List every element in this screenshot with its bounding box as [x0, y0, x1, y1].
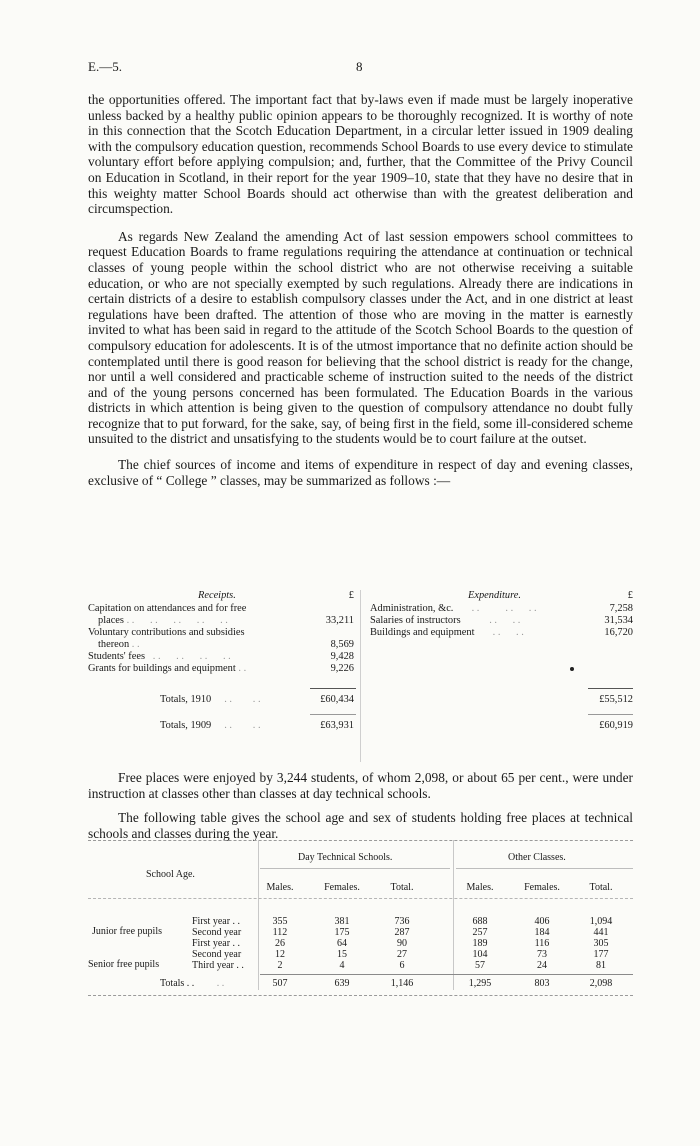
expenditure-heading: Expenditure.	[468, 590, 521, 601]
expenditure-currency: £	[627, 590, 633, 601]
table-cell: 4	[339, 960, 345, 971]
paragraph-2: As regards New Zealand the amending Act of last session empowers school committees to request Education Boards to frame regulations requiring the attendance at continuation or technical classes of young people within the school district who are not otherwise receiving a suitable education, or who are not specially exempted by such regulations. Already there are indications in certain districts of a desire to establish compulsory classes under the Act, and in one district at least regulations have been drafted. The attention of those who are moving in the matter is earnestly invited to what has been said in regard to the attitude of the Scotch School Boards to the question of compulsory education for adolescents. It is of the utmost importance that no definite action should be contemplated until there is good reason for believing that the school district is ready for the change, nor until a well considered and practicable scheme of instruction suited to the needs of the district and of the young persons concerned has been formulated. The Education Boards in the various districts in which attention is being given to the question of compulsory attendance no doubt fully recognize that to put forward, for the sake, say, of being first in the field, some ill-considered scheme unsuited to the district and unsatisfying to the students would be to court failure at the outset.	[88, 228, 633, 447]
totals-cell: 1,146	[390, 978, 414, 989]
report-reference: E.—5.	[88, 59, 122, 74]
column-divider	[453, 840, 454, 990]
table-cell: 104	[472, 949, 488, 960]
receipt-label: Voluntary contributions and subsidies	[88, 627, 245, 638]
senior-label: Senior free pupils	[88, 959, 160, 970]
header-rule	[88, 898, 633, 899]
expenditure-value: 7,258	[609, 603, 633, 614]
table-cell: 355	[272, 916, 288, 927]
totals-label: Totals . . . .	[160, 978, 225, 989]
table-cell: 381	[334, 916, 350, 927]
table-cell: 184	[534, 927, 550, 938]
totals-1909-label: Totals, 1909 . . . .	[160, 720, 261, 731]
paragraph-4: Free places were enjoyed by 3,244 students, of whom 2,098, or about 65 per cent., were under instruction at classes other than classes at day technical schools.	[88, 770, 633, 801]
expenditure-label: Salaries of instructors . . . .	[370, 615, 521, 626]
totals-rule	[260, 974, 633, 975]
table-cell: 736	[394, 916, 410, 927]
table-cell: 112	[272, 927, 288, 938]
row-year: First year . .	[192, 938, 241, 949]
group-heading-day-technical: Day Technical Schools.	[298, 852, 393, 863]
body-text-2	[88, 770, 633, 841]
table-cell: 15	[337, 949, 347, 960]
receipt-label-cont: thereon . .	[98, 639, 140, 650]
group-heading-other-classes: Other Classes.	[508, 852, 566, 863]
col-header: Males.	[466, 882, 494, 893]
table-cell: 688	[472, 916, 488, 927]
table-cell: 406	[534, 916, 550, 927]
expenditure-label: Buildings and equipment . . . .	[370, 627, 524, 638]
receipts-currency: £	[348, 590, 354, 601]
totals-cell: 507	[272, 978, 288, 989]
totals-1909-receipts: £63,931	[320, 720, 354, 731]
receipt-label: Grants for buildings and equipment . .	[88, 663, 247, 674]
table-bottom-rule	[88, 995, 633, 996]
expenditure-label: Administration, &c. . . . . . .	[370, 603, 537, 614]
totals-1910-receipts: £60,434	[320, 694, 354, 705]
totals-cell: 803	[534, 978, 550, 989]
totals-cell: 639	[334, 978, 350, 989]
table-cell: 441	[593, 927, 609, 938]
row-year: First year . .	[192, 916, 241, 927]
col-header: Total.	[390, 882, 414, 893]
column-divider	[258, 840, 259, 990]
receipt-label: Students' fees . . . . . . . .	[88, 651, 231, 662]
table-cell: 177	[593, 949, 609, 960]
table-cell: 57	[475, 960, 485, 971]
totals-1909-expenditure: £60,919	[599, 720, 633, 731]
col-header: Total.	[589, 882, 613, 893]
table-cell: 116	[534, 938, 550, 949]
table-cell: 73	[537, 949, 547, 960]
column-divider	[360, 590, 361, 762]
junior-label: Junior free pupils	[92, 926, 162, 937]
table-cell: 26	[275, 938, 285, 949]
receipt-label: Capitation on attendances and for free	[88, 603, 247, 614]
expenditure-value: 16,720	[604, 627, 633, 638]
table-cell: 175	[334, 927, 350, 938]
school-age-heading: School Age.	[146, 869, 195, 880]
totals-cell: 2,098	[589, 978, 613, 989]
group-rule	[260, 868, 450, 869]
table-cell: 287	[394, 927, 410, 938]
total-rule	[588, 714, 633, 715]
receipt-value: 9,226	[330, 663, 354, 674]
table-cell: 24	[537, 960, 547, 971]
ink-speck	[570, 667, 574, 671]
free-places-table	[88, 840, 633, 1010]
receipt-value: 33,211	[325, 615, 354, 626]
table-top-rule	[88, 840, 633, 841]
total-rule	[310, 714, 356, 715]
group-rule	[456, 868, 633, 869]
paragraph-3: The chief sources of income and items of expenditure in respect of day and evening classes, exclusive of “ College ” classes, may be summarized as follows :—	[88, 457, 633, 488]
table-cell: 27	[397, 949, 407, 960]
receipt-value: 8,569	[330, 639, 354, 650]
table-cell: 12	[275, 949, 285, 960]
income-expenditure-table	[88, 590, 633, 765]
table-cell: 6	[399, 960, 405, 971]
paragraph-1: the opportunities offered. The important fact that by-laws even if made must be largely inoperative unless backed by a healthy public opinion appears to be thoroughly recognized. It is worthy of note in this connection that the Scotch Education Department, in a circular letter issued in 1909 dealing with the compulsory education question, recommends School Boards to use every device to stimulate voluntary effort before applying compulsion; and, further, that the Committee of the Privy Council on Education in Scotland, in their report for the year 1909–10, state that they have no desire that in this weighty matter School Boards should act otherwise than with the greatest deliberation and circumspection.	[88, 92, 633, 217]
table-cell: 1,094	[589, 916, 613, 927]
total-rule	[310, 688, 356, 689]
col-header: Females.	[324, 882, 360, 893]
table-cell: 305	[593, 938, 609, 949]
total-rule	[588, 688, 633, 689]
page-header	[88, 59, 633, 75]
receipt-label-cont: places . . . . . . . . . .	[98, 615, 228, 626]
totals-cell: 1,295	[468, 978, 492, 989]
row-year: Second year	[192, 927, 242, 938]
receipts-heading: Receipts.	[198, 590, 236, 601]
expenditure-value: 31,534	[604, 615, 633, 626]
table-cell: 189	[472, 938, 488, 949]
table-cell: 2	[277, 960, 283, 971]
paragraph-5: The following table gives the school age and sex of students holding free places at technical schools and classes during the year.	[88, 810, 633, 841]
receipt-value: 9,428	[330, 651, 354, 662]
page-number: 8	[356, 59, 363, 74]
body-text	[88, 92, 633, 488]
totals-1910-expenditure: £55,512	[599, 694, 633, 705]
col-header: Males.	[266, 882, 294, 893]
table-cell: 257	[472, 927, 488, 938]
row-year: Third year . .	[192, 960, 244, 971]
totals-1910-label: Totals, 1910 . . . .	[160, 694, 261, 705]
table-cell: 90	[397, 938, 407, 949]
row-year: Second year	[192, 949, 242, 960]
col-header: Females.	[524, 882, 560, 893]
table-cell: 64	[337, 938, 347, 949]
table-cell: 81	[596, 960, 606, 971]
